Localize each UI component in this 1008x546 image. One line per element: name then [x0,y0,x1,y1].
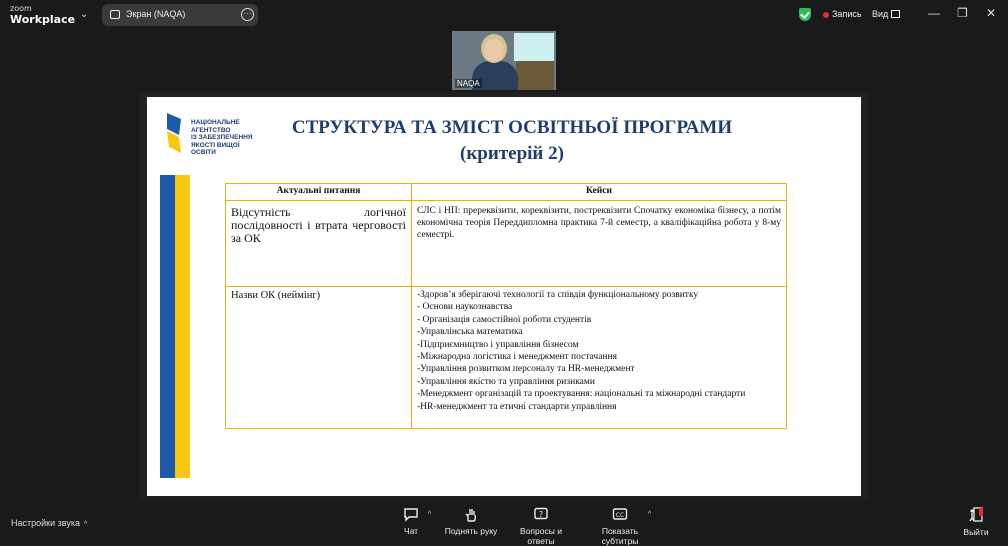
slide-title: СТРУКТУРА ТА ЗМІСТ ОСВІТНЬОЇ ПРОГРАМИ (критерій 2) [291,117,733,164]
table-header: Актуальні питання [226,184,412,201]
zoom-logo: zoom Workplace [10,4,76,26]
view-grid-icon[interactable] [891,10,900,18]
table-header: Кейси [412,184,787,201]
list-item: -Міжнародна логістика і менеджмент постачання [417,352,617,363]
list-item: -HR-менеджмент та етичні стандарти управління [417,401,617,412]
flag-stripes [160,175,190,478]
naqa-logo: НАЦІОНАЛЬНЕ АГЕНТСТВО ІЗ ЗАБЕЗПЕЧЕННЯ ЯКОСТІ ВИЩОЇ ОСВІТИ [165,109,257,159]
chat-icon [403,507,419,522]
captions-options-chevron-icon[interactable]: ^ [648,511,652,518]
list-item: -Менеджмент організацій та проектування: національні та міжнародні стандарти [417,389,746,400]
presentation-slide [147,97,861,496]
record-dot-icon [823,12,829,18]
restore-button[interactable]: ❐ [957,6,968,20]
list-item: - Основи наукознавства [417,302,513,313]
screen-icon [110,10,120,19]
minimize-button[interactable]: — [928,6,940,20]
top-bar [0,0,1008,30]
screen-share-pill[interactable] [102,4,258,26]
chat-button[interactable]: Чат [397,507,425,536]
meeting-toolbar [0,501,1008,546]
avatar [484,39,504,62]
chevron-up-icon: ^ [83,521,88,528]
raise-hand-button[interactable]: Поднять руку [443,507,499,536]
table-row [226,287,787,429]
cc-icon [612,507,628,522]
audio-settings-button[interactable]: Настройки звука ^ [11,518,88,528]
app-menu-chevron-icon[interactable]: ⌄ [80,9,89,20]
recording-label[interactable]: Запись [832,9,862,19]
view-button[interactable]: Вид [872,9,889,19]
ellipsis-icon[interactable]: ··· [241,8,254,21]
participant-name: NAQA [457,79,480,88]
list-item: - Організація самостійної роботи студентів [417,314,592,325]
list-item: -Підприємництво і управління бізнесом [417,339,579,350]
participant-video[interactable] [452,31,556,90]
screen-share-label: Экран (NAQA) [126,9,186,19]
table-cell: СЛС і НП: пререквізити, кореквізити, постреквізити Спочатку економіка бізнесу, а потім економічна теорія Переддипломна практика 7-й семестр, а кваліфікаційна робота у 8-му семестрі. [412,201,787,287]
table-row [226,201,787,287]
table-cell: Відсутність логічної послідовності і втрата черговості за ОК [226,201,412,287]
naqa-logo-mark-icon [165,109,185,155]
leave-button[interactable]: Выйти [960,507,992,537]
qa-button[interactable]: ? Вопросы и ответы [506,507,576,546]
leave-door-icon [968,507,984,523]
hand-icon [463,507,479,522]
table-cell [412,287,787,429]
svg-text:?: ? [538,510,544,519]
list-item: -Управління якістю та управління ризиками [417,376,595,387]
svg-text:CC: CC [615,512,625,519]
list-item: -Управлінська математика [417,327,523,338]
shield-check-icon[interactable] [799,8,811,21]
question-icon [533,507,549,522]
issues-table [225,183,787,429]
list-item: -Здоров’я зберігаючі технології та співдія функціональному розвитку [417,290,699,300]
table-cell: Назви ОК (неймінг) [226,287,412,429]
close-button[interactable]: ✕ [986,6,997,20]
chat-options-chevron-icon[interactable]: ^ [428,511,432,518]
captions-button[interactable]: CC Показать субтитры [584,507,656,546]
list-item: -Управління розвитком персоналу та HR-менеджмент [417,364,635,375]
